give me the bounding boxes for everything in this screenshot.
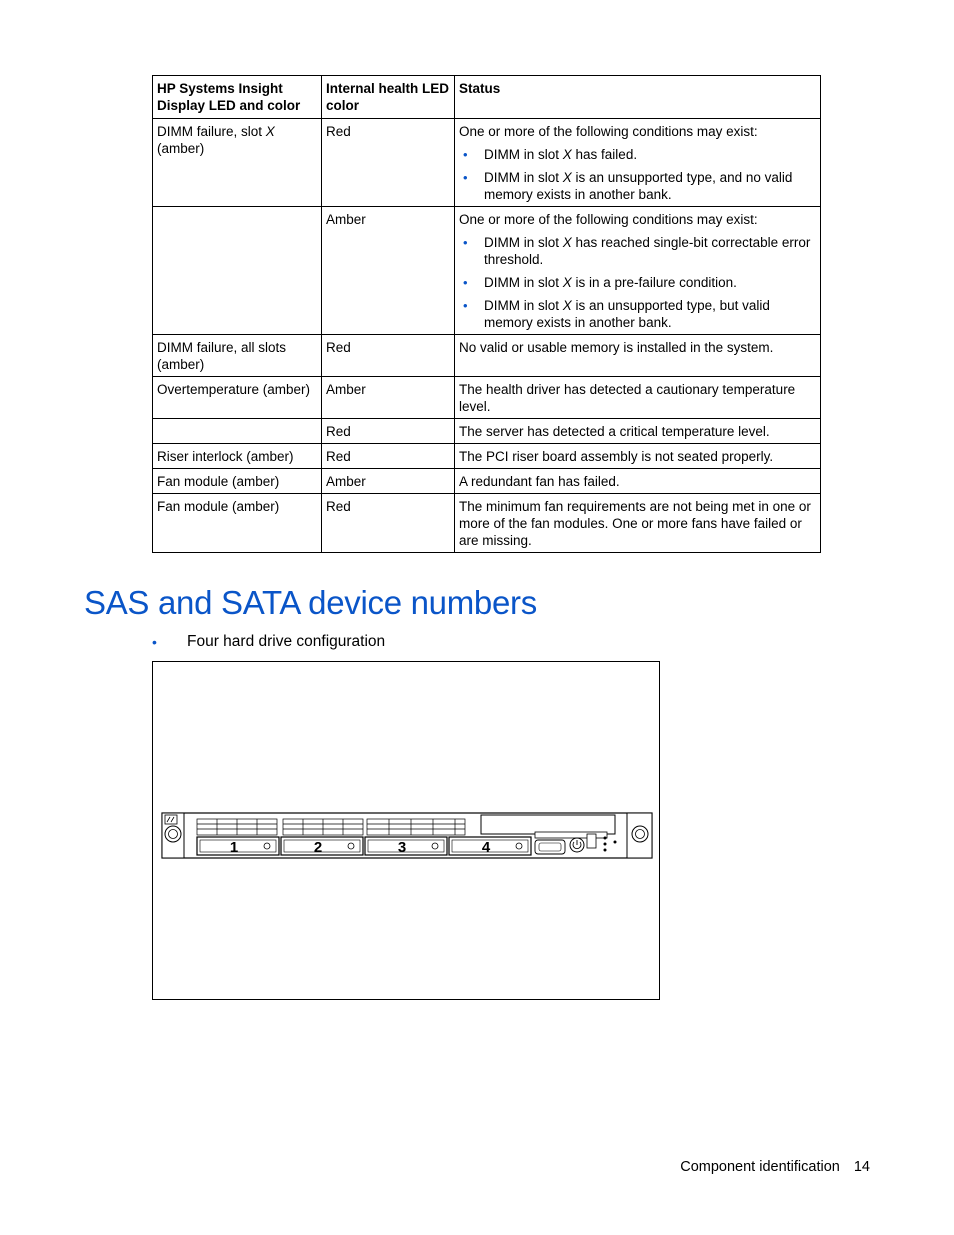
condition-text-suffix: is in a pre-failure condition. [571,275,737,290]
status-text: One or more of the following conditions may exist: [459,212,758,227]
led-text: Fan module (amber) [157,474,280,489]
led-text: Overtemperature (amber) [157,382,311,397]
page-number: 14 [853,1159,870,1175]
cell-led-color [153,335,322,377]
condition-variable: X [562,275,572,290]
table-row [153,469,821,494]
status-text: The health driver has detected a cautionary temperature level. [459,382,796,414]
header-status: Status [455,76,821,119]
bullet-dot-icon: • [152,634,157,650]
footer-section: Component identification [680,1159,840,1175]
status-text: The server has detected a critical temperature level. [459,424,770,439]
cell-status [455,419,821,444]
cell-status [455,207,821,335]
condition-item [459,274,816,291]
cell-status [455,335,821,377]
condition-variable: X [562,298,572,313]
cell-internal-led-color: Amber [322,207,455,335]
cell-status [455,119,821,207]
cell-internal-led-color: Amber [322,377,455,419]
condition-variable: X [562,235,572,250]
status-led-icon [604,837,607,840]
cell-status [455,377,821,419]
status-text: The PCI riser board assembly is not seated properly. [459,449,774,464]
bullet-dot-icon: • [463,147,468,162]
drive-bay [197,837,279,856]
status-text: The minimum fan requirements are not being met in one or more of the fan modules. One or more fans have failed or are missing. [459,499,811,548]
table-row [153,444,821,469]
bullet-dot-icon: • [463,298,468,313]
table-row [153,207,821,335]
bullet-dot-icon: • [463,235,468,250]
drive-bay-number: 4 [481,839,491,856]
condition-variable: X [562,170,572,185]
condition-item [459,169,816,203]
condition-list [459,146,816,203]
condition-text-suffix: is an unsupported type, and no valid memory exists in another bank. [484,170,793,202]
right-rack-ear [627,813,652,858]
cell-internal-led-color: Red [322,494,455,553]
condition-text: DIMM in slot [484,235,563,250]
hp-logo-icon [165,815,177,824]
table-row [153,377,821,419]
led-text: DIMM failure, all slots (amber) [157,340,287,372]
cell-status [455,444,821,469]
cell-led-color [153,207,322,335]
cell-status [455,469,821,494]
cell-status [455,494,821,553]
page-footer [680,1159,870,1175]
led-status-table [152,75,821,553]
table-row [153,494,821,553]
server-figure-frame [152,661,660,1000]
cell-led-color [153,469,322,494]
led-text: DIMM failure, slot [157,124,266,139]
condition-list [459,234,816,331]
table-header-row [153,76,821,119]
table-row [153,335,821,377]
server-front-panel-illustration [153,662,659,999]
cell-led-color [153,494,322,553]
table-row [153,419,821,444]
status-led-icon [604,843,607,846]
cell-led-color [153,119,322,207]
drive-bay [281,837,363,856]
condition-item [459,297,816,331]
bullet-dot-icon: • [463,170,468,185]
table-row [153,119,821,207]
condition-text-suffix: has failed. [571,147,638,162]
cell-internal-led-color: Red [322,335,455,377]
left-rack-ear [162,813,184,858]
status-led-icon [614,841,617,844]
condition-text: DIMM in slot [484,298,563,313]
media-bay [481,815,615,834]
condition-variable: X [562,147,572,162]
led-text: Fan module (amber) [157,499,280,514]
drive-bay-number: 2 [313,839,323,856]
led-text-suffix: (amber) [157,141,205,156]
header-internal-led: Internal health LED color [322,76,455,119]
cell-internal-led-color: Amber [322,469,455,494]
cell-internal-led-color: Red [322,419,455,444]
condition-text: DIMM in slot [484,147,563,162]
cell-internal-led-color: Red [322,444,455,469]
status-text: A redundant fan has failed. [459,474,620,489]
usb-port-icon [587,834,596,848]
condition-item [459,146,816,163]
drive-bay [365,837,447,856]
condition-text: DIMM in slot [484,170,563,185]
status-text: No valid or usable memory is installed in the system. [459,340,774,355]
cell-internal-led-color: Red [322,119,455,207]
cell-led-color [153,377,322,419]
status-led-icon [604,849,607,852]
condition-item [459,234,816,268]
condition-text-suffix: has reached single-bit correctable error threshold. [484,235,811,267]
header-led: HP Systems Insight Display LED and color [153,76,322,119]
bullet-dot-icon: • [463,275,468,290]
condition-text-suffix: is an unsupported type, but valid memory exists in another bank. [484,298,770,330]
condition-text: DIMM in slot [484,275,563,290]
status-text: One or more of the following conditions may exist: [459,124,758,139]
drive-bay-number: 1 [229,839,239,856]
config-bullet-label: Four hard drive configuration [187,633,386,650]
cell-led-color [153,419,322,444]
led-text: Riser interlock (amber) [157,449,294,464]
drive-bay-number: 3 [397,839,407,856]
drive-bay [449,837,531,856]
section-title: SAS and SATA device numbers [84,584,537,621]
led-variable: X [265,124,275,139]
cell-led-color [153,444,322,469]
